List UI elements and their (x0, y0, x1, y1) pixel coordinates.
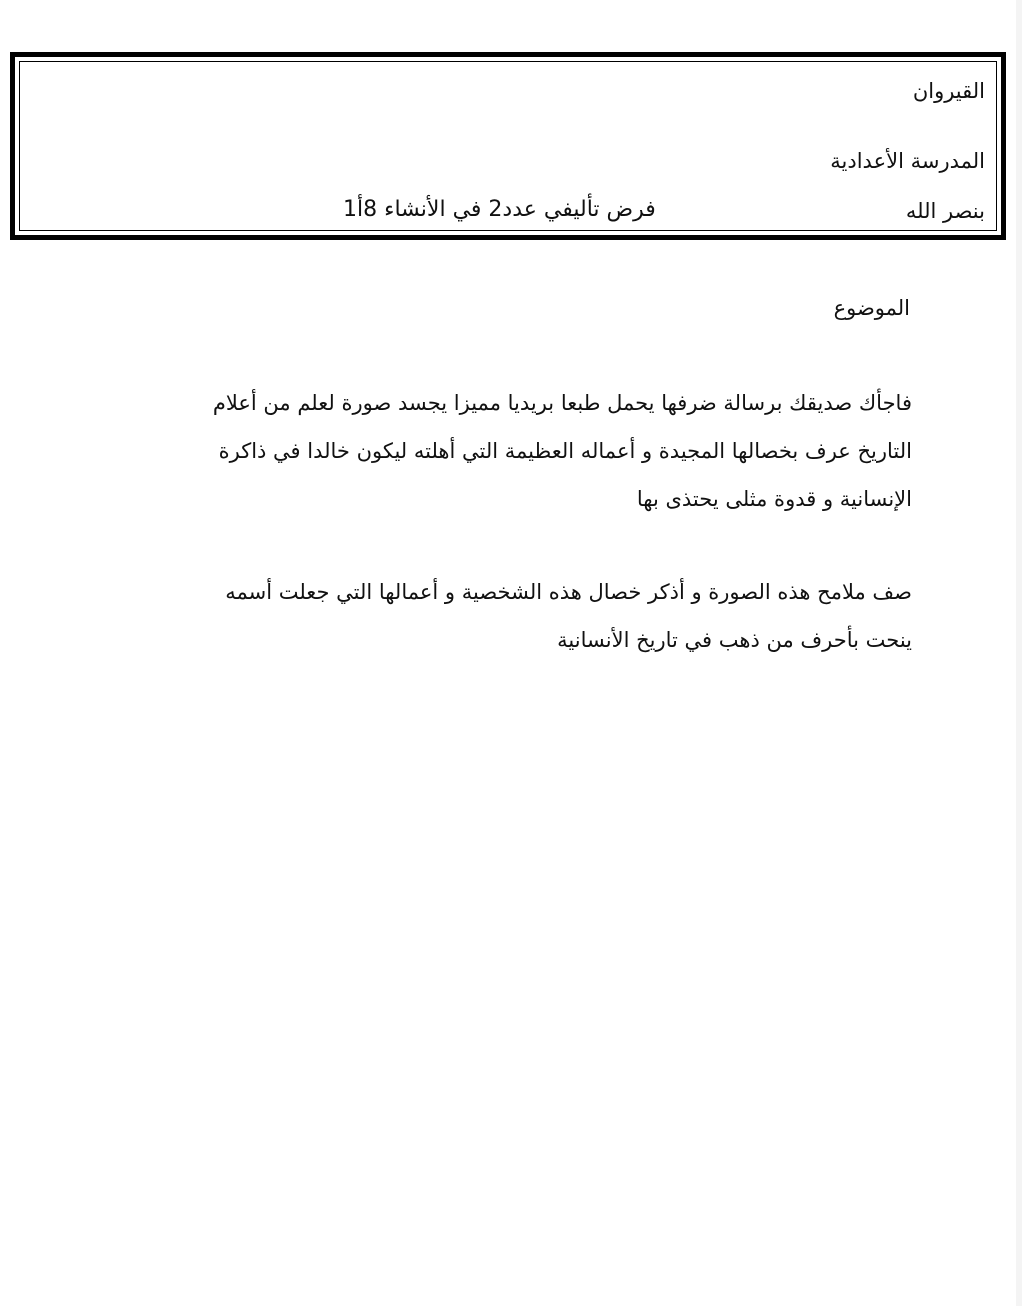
subject-heading: الموضوع (833, 296, 910, 320)
paragraph-line: صف ملامح هذه الصورة و أذكر خصال هذه الشخصية و أعمالها التي جعلت أسمه (225, 580, 912, 604)
teacher-name: بنصر الله (905, 199, 985, 223)
paragraph-line: التاريخ عرف بخصالها المجيدة و أعماله العظيمة التي أهلته ليكون خالدا في ذاكرة (218, 439, 912, 463)
header-frame (10, 52, 1006, 240)
paragraph-line: الإنسانية و قدوة مثلى يحتذى بها (636, 487, 912, 511)
page-edge (1016, 0, 1022, 1306)
school-name: المدرسة الأعدادية (830, 149, 985, 173)
city-name: القيروان (912, 79, 985, 103)
top-margin (0, 0, 1022, 44)
exam-title: فرض تأليفي عدد2 في الأنشاء 8أ1 (343, 197, 656, 222)
subject-paragraph-2 (172, 568, 912, 664)
subject-paragraph-1 (172, 379, 912, 523)
paragraph-line: فاجأك صديقك برسالة ضرفها يحمل طبعا بريديا مميزا يجسد صورة لعلم من أعلام (212, 391, 912, 415)
paragraph-line: ينحت بأحرف من ذهب في تاريخ الأنسانية (557, 628, 912, 652)
